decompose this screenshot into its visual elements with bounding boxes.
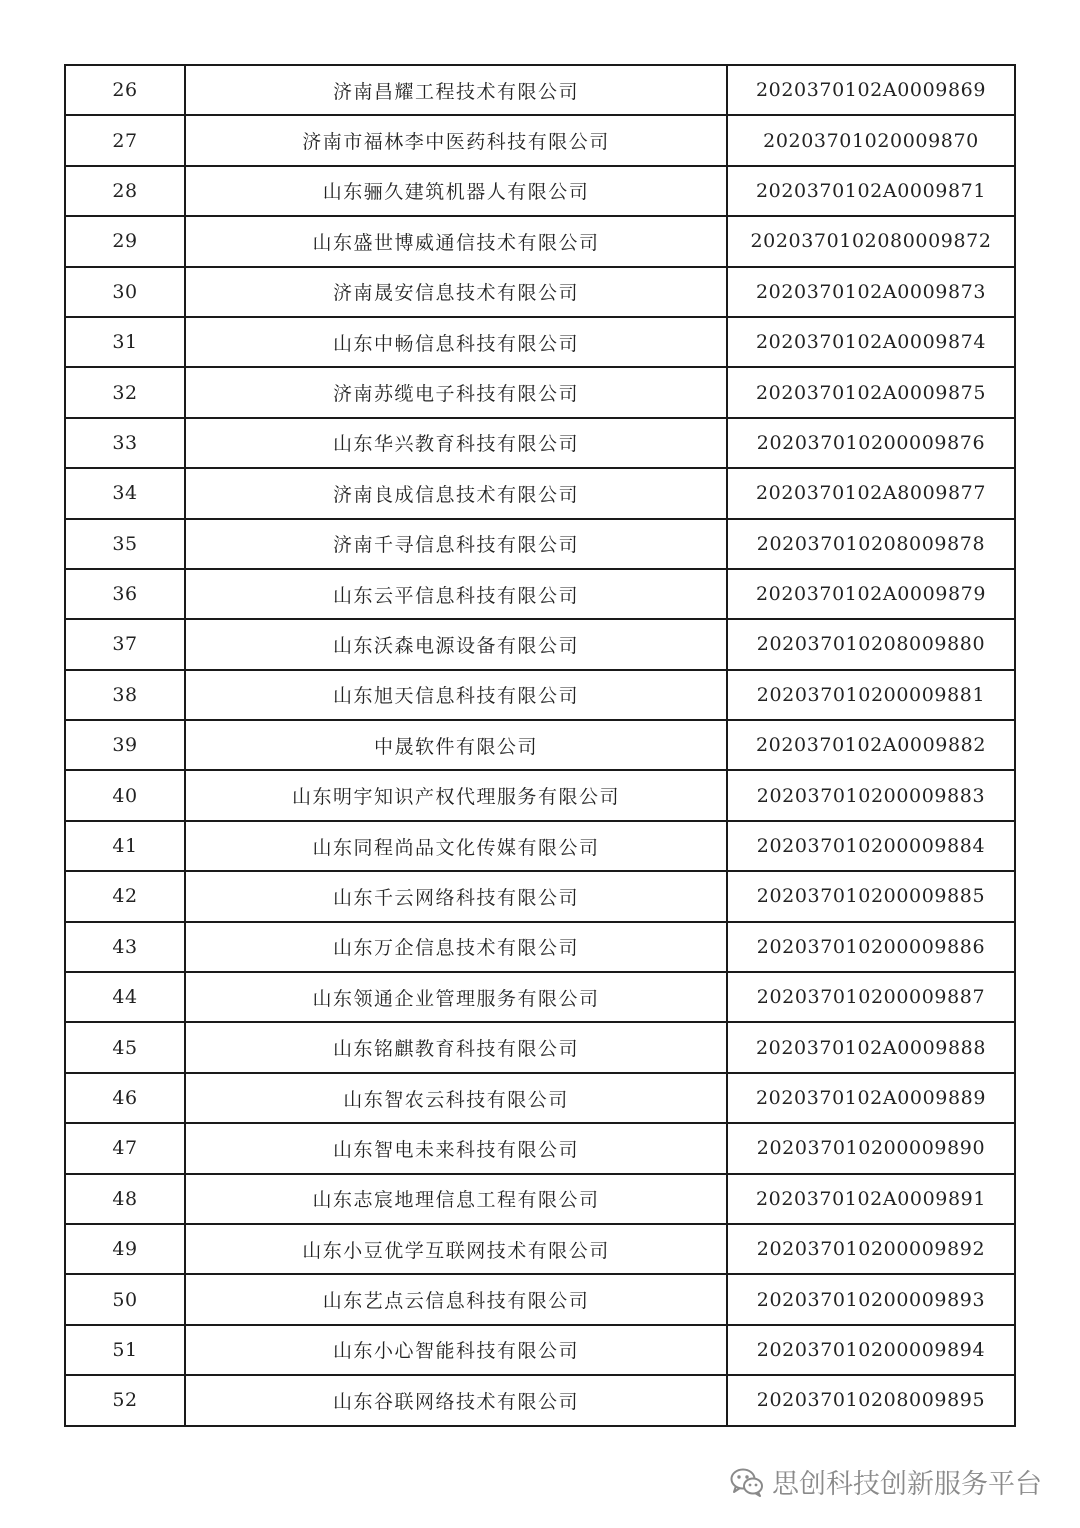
company-name-cell: 济南千寻信息科技有限公司 [185, 519, 727, 569]
registration-code-cell: 20203701020000988​6 [727, 922, 1015, 972]
table-row [65, 619, 1015, 669]
row-number-cell: 37 [65, 619, 185, 669]
registration-code-cell: 20203701020000989​3 [727, 1274, 1015, 1324]
company-name-cell: 山东沃森电源设备有限公司 [185, 619, 727, 669]
registration-code-cell: 2020370102A0009891 [727, 1174, 1015, 1224]
row-number-cell: 41 [65, 821, 185, 871]
company-name-cell: 山东谷联网络技术有限公司 [185, 1375, 727, 1425]
registration-code-cell: 2020370102A0009888 [727, 1022, 1015, 1072]
company-name-cell: 济南苏缆电子科技有限公司 [185, 367, 727, 417]
registration-code-cell: 2020370102080098​78 [727, 519, 1015, 569]
row-number-cell: 43 [65, 922, 185, 972]
row-number-cell: 36 [65, 569, 185, 619]
company-name-cell: 山东中畅信息科技有限公司 [185, 317, 727, 367]
registration-code-cell: 2020370102A8009877 [727, 468, 1015, 518]
row-number-cell: 40 [65, 770, 185, 820]
row-number-cell: 51 [65, 1325, 185, 1375]
row-number-cell: 31 [65, 317, 185, 367]
row-number-cell: 35 [65, 519, 185, 569]
table-row [65, 519, 1015, 569]
company-name-cell: 山东铭麒教育科技有限公司 [185, 1022, 727, 1072]
row-number-cell: 52 [65, 1375, 185, 1425]
table-row [65, 1174, 1015, 1224]
registration-code-cell: 20203701020000988​5 [727, 871, 1015, 921]
table-row [65, 569, 1015, 619]
row-number-cell: 45 [65, 1022, 185, 1072]
company-name-cell: 中晟软件有限公司 [185, 720, 727, 770]
table-body [65, 65, 1015, 1426]
table-row [65, 267, 1015, 317]
registration-code-cell: 2020370102A0009871 [727, 166, 1015, 216]
company-name-cell: 山东云平信息科技有限公司 [185, 569, 727, 619]
table-row [65, 922, 1015, 972]
row-number-cell: 26 [65, 65, 185, 115]
row-number-cell: 42 [65, 871, 185, 921]
registration-code-cell: 2020370102A0009875 [727, 367, 1015, 417]
wechat-watermark [730, 1462, 1042, 1501]
registration-code-cell: 2020370102A0009873 [727, 267, 1015, 317]
registration-code-cell: 20203701020000988​1 [727, 670, 1015, 720]
row-number-cell: 30 [65, 267, 185, 317]
table-row [65, 166, 1015, 216]
row-number-cell: 50 [65, 1274, 185, 1324]
table-row [65, 1375, 1015, 1425]
table-row [65, 367, 1015, 417]
watermark-text: 思创科技创新服务平台 [772, 1469, 1042, 1500]
table-row [65, 216, 1015, 266]
registration-code-cell: 20203701020000988​3 [727, 770, 1015, 820]
row-number-cell: 29 [65, 216, 185, 266]
company-name-cell: 山东艺点云信息科技有限公司 [185, 1274, 727, 1324]
row-number-cell: 33 [65, 418, 185, 468]
row-number-cell: 32 [65, 367, 185, 417]
table-row [65, 670, 1015, 720]
table-row [65, 1022, 1015, 1072]
company-name-cell: 山东志宸地理信息工程有限公司 [185, 1174, 727, 1224]
registration-code-cell: 2020370102A0009882 [727, 720, 1015, 770]
row-number-cell: 49 [65, 1224, 185, 1274]
company-name-cell: 山东小心智能科技有限公司 [185, 1325, 727, 1375]
table-row [65, 871, 1015, 921]
table-row [65, 1123, 1015, 1173]
row-number-cell: 44 [65, 972, 185, 1022]
table-row [65, 1274, 1015, 1324]
company-name-cell: 山东小豆优学互联网技术有限公司 [185, 1224, 727, 1274]
table-row [65, 317, 1015, 367]
table-row [65, 821, 1015, 871]
company-name-cell: 济南市福林李中医药科技有限公司 [185, 115, 727, 165]
row-number-cell: 39 [65, 720, 185, 770]
registration-code-cell: 20203701020000988​4 [727, 821, 1015, 871]
company-name-cell: 山东万企信息技术有限公司 [185, 922, 727, 972]
company-name-cell: 山东智电未来科技有限公司 [185, 1123, 727, 1173]
registration-code-cell: 2020370102A0009869 [727, 65, 1015, 115]
wechat-icon [730, 1467, 764, 1497]
row-number-cell: 48 [65, 1174, 185, 1224]
table-row [65, 115, 1015, 165]
registration-code-cell: 20203701020009870 [727, 115, 1015, 165]
row-number-cell: 27 [65, 115, 185, 165]
company-name-cell: 山东旭天信息科技有限公司 [185, 670, 727, 720]
company-name-cell: 济南晟安信息技术有限公司 [185, 267, 727, 317]
row-number-cell: 38 [65, 670, 185, 720]
company-registry-table [64, 64, 1016, 1427]
registration-code-cell: 20203701020000987​6 [727, 418, 1015, 468]
company-name-cell: 山东智农云科技有限公司 [185, 1073, 727, 1123]
company-name-cell: 山东同程尚品文化传媒有限公司 [185, 821, 727, 871]
row-number-cell: 47 [65, 1123, 185, 1173]
registration-code-cell: 20203701020800098​72 [727, 216, 1015, 266]
registration-code-cell: 2020370102A0009874 [727, 317, 1015, 367]
company-name-cell: 山东明宇知识产权代理服务有限公司 [185, 770, 727, 820]
registration-code-cell: 20203701020000989​2 [727, 1224, 1015, 1274]
table-row [65, 972, 1015, 1022]
table-row [65, 1224, 1015, 1274]
registration-code-cell: 2020370102080098​95 [727, 1375, 1015, 1425]
company-name-cell: 山东千云网络科技有限公司 [185, 871, 727, 921]
registration-code-cell: 2020370102080098​80 [727, 619, 1015, 669]
registration-code-cell: 20203701020000988​7 [727, 972, 1015, 1022]
company-name-cell: 山东领通企业管理服务有限公司 [185, 972, 727, 1022]
company-name-cell: 山东盛世博威通信技术有限公司 [185, 216, 727, 266]
registration-code-cell: 2020370102A0009879 [727, 569, 1015, 619]
company-name-cell: 山东华兴教育科技有限公司 [185, 418, 727, 468]
row-number-cell: 46 [65, 1073, 185, 1123]
company-name-cell: 济南良成信息技术有限公司 [185, 468, 727, 518]
table-row [65, 1325, 1015, 1375]
registration-code-cell: 20203701020000989​4 [727, 1325, 1015, 1375]
row-number-cell: 28 [65, 166, 185, 216]
table-row [65, 1073, 1015, 1123]
row-number-cell: 34 [65, 468, 185, 518]
registration-code-cell: 2020370102A0009889 [727, 1073, 1015, 1123]
table-row [65, 720, 1015, 770]
table-row [65, 418, 1015, 468]
company-name-cell: 山东骊久建筑机器人有限公司 [185, 166, 727, 216]
registration-code-cell: 20203701020000989​0 [727, 1123, 1015, 1173]
table-row [65, 770, 1015, 820]
table-row [65, 468, 1015, 518]
table-row [65, 65, 1015, 115]
company-name-cell: 济南昌耀工程技术有限公司 [185, 65, 727, 115]
